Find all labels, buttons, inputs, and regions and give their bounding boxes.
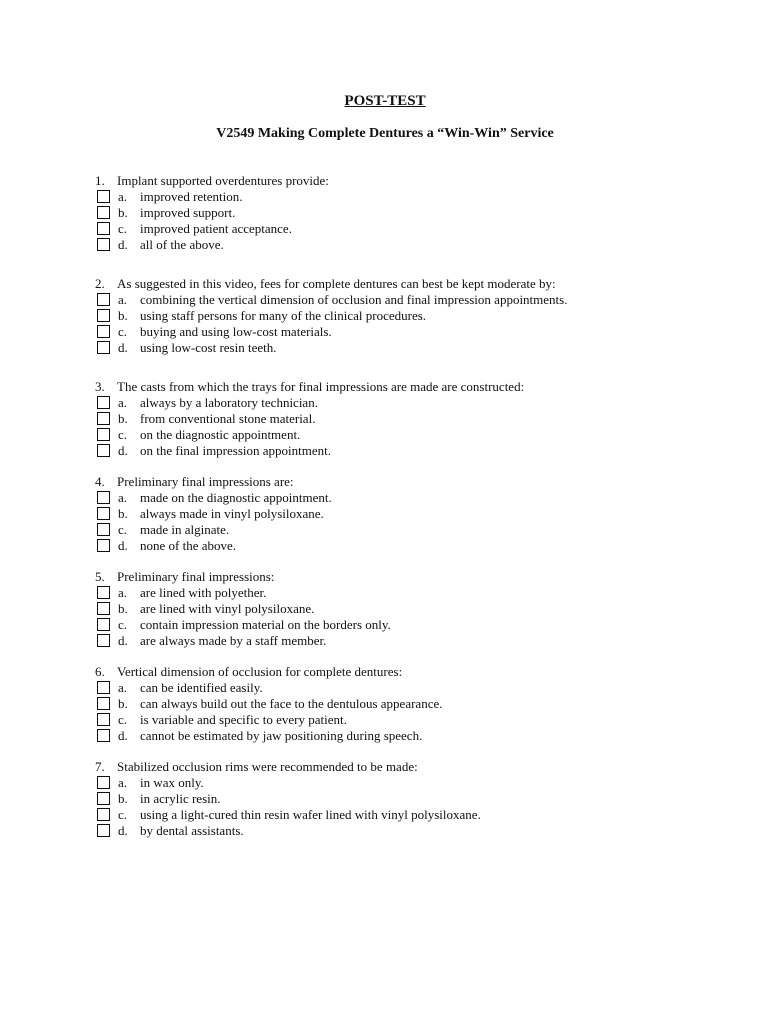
answer-checkbox[interactable] xyxy=(97,222,110,235)
option-text: in wax only. xyxy=(140,775,204,790)
answer-checkbox[interactable] xyxy=(97,824,110,837)
option-letter: c. xyxy=(118,807,128,822)
option-text: by dental assistants. xyxy=(140,823,244,838)
answer-option xyxy=(95,522,294,538)
question-text: The casts from which the trays for final impressions are made are constructed: xyxy=(117,379,525,394)
question-stem xyxy=(95,474,294,490)
answer-checkbox[interactable] xyxy=(97,491,110,504)
answer-checkbox[interactable] xyxy=(97,428,110,441)
question-stem xyxy=(95,173,329,189)
question-text: Vertical dimension of occlusion for complete dentures: xyxy=(117,664,403,679)
question-stem xyxy=(95,759,418,775)
question-4 xyxy=(95,474,332,554)
answer-option xyxy=(95,324,556,340)
option-letter: d. xyxy=(118,823,128,838)
answer-option xyxy=(95,807,481,823)
option-text: are lined with polyether. xyxy=(140,585,267,600)
question-text: Stabilized occlusion rims were recommended to be made: xyxy=(117,759,418,774)
option-text: made in alginate. xyxy=(140,522,230,537)
option-text: contain impression material on the borders only. xyxy=(140,617,391,632)
option-letter: b. xyxy=(118,696,128,711)
option-text: on the final impression appointment. xyxy=(140,443,331,458)
answer-checkbox[interactable] xyxy=(97,523,110,536)
option-letter: b. xyxy=(118,308,128,323)
answer-option xyxy=(95,221,329,237)
question-stem xyxy=(95,276,556,292)
option-text: can be identified easily. xyxy=(140,680,263,695)
option-letter: b. xyxy=(118,601,128,616)
question-number: 2. xyxy=(95,276,105,291)
option-letter: a. xyxy=(118,775,128,790)
option-letter: d. xyxy=(118,340,128,355)
answer-option xyxy=(95,791,418,807)
answer-option xyxy=(95,340,556,356)
option-letter: a. xyxy=(118,585,128,600)
answer-option xyxy=(95,237,329,253)
option-text: always by a laboratory technician. xyxy=(140,395,318,410)
option-letter: b. xyxy=(118,411,128,426)
answer-checkbox[interactable] xyxy=(97,238,110,251)
option-letter: c. xyxy=(118,221,128,236)
option-letter: d. xyxy=(118,237,128,252)
answer-checkbox[interactable] xyxy=(97,808,110,821)
option-text: none of the above. xyxy=(140,538,237,553)
answer-option xyxy=(95,395,524,411)
question-5 xyxy=(95,569,391,649)
option-letter: d. xyxy=(118,728,128,743)
answer-checkbox[interactable] xyxy=(97,206,110,219)
option-text: all of the above. xyxy=(140,237,224,252)
option-letter: b. xyxy=(118,506,128,521)
option-text: using a light-cured thin resin wafer lined with vinyl polysiloxane. xyxy=(140,807,481,822)
option-letter: c. xyxy=(118,712,128,727)
answer-option xyxy=(95,427,524,443)
option-text: improved retention. xyxy=(140,189,243,204)
question-text: Implant supported overdentures provide: xyxy=(117,173,329,188)
question-number: 4. xyxy=(95,474,105,489)
question-stem xyxy=(95,569,274,585)
question-7 xyxy=(95,759,481,839)
answer-checkbox[interactable] xyxy=(97,396,110,409)
option-text: improved support. xyxy=(140,205,236,220)
answer-option xyxy=(95,823,418,839)
question-stem xyxy=(95,664,402,680)
answer-option xyxy=(95,411,524,427)
option-text: buying and using low-cost materials. xyxy=(140,324,332,339)
option-text: in acrylic resin. xyxy=(140,791,221,806)
answer-checkbox[interactable] xyxy=(97,412,110,425)
question-3 xyxy=(95,379,524,459)
option-letter: a. xyxy=(118,189,128,204)
page-title: POST-TEST xyxy=(344,93,426,109)
option-text: can always build out the face to the dentulous appearance. xyxy=(140,696,443,711)
answer-checkbox[interactable] xyxy=(97,618,110,631)
answer-checkbox[interactable] xyxy=(97,776,110,789)
option-letter: b. xyxy=(118,791,128,806)
answer-checkbox[interactable] xyxy=(97,507,110,520)
option-letter: c. xyxy=(118,427,128,442)
question-number: 1. xyxy=(95,173,105,188)
question-number: 5. xyxy=(95,569,105,584)
answer-option xyxy=(95,633,327,649)
option-text: on the diagnostic appointment. xyxy=(140,427,301,442)
answer-option xyxy=(95,308,556,324)
page-subtitle: V2549 Making Complete Dentures a “Win-Win” Service xyxy=(216,126,554,141)
answer-checkbox[interactable] xyxy=(97,293,110,306)
option-text: using low-cost resin teeth. xyxy=(140,340,277,355)
option-letter: b. xyxy=(118,205,128,220)
option-text: made on the diagnostic appointment. xyxy=(140,490,332,505)
option-text: are always made by a staff member. xyxy=(140,633,327,648)
option-letter: d. xyxy=(118,443,128,458)
question-1 xyxy=(95,173,329,253)
option-letter: a. xyxy=(118,490,128,505)
answer-option xyxy=(95,712,402,728)
answer-option xyxy=(95,775,418,791)
answer-checkbox[interactable] xyxy=(97,586,110,599)
answer-option xyxy=(95,205,329,221)
question-text: Preliminary final impressions are: xyxy=(117,474,294,489)
option-text: combining the vertical dimension of occlusion and final impression appointments. xyxy=(140,292,568,307)
option-letter: c. xyxy=(118,617,128,632)
question-number: 7. xyxy=(95,759,105,774)
option-text: using staff persons for many of the clinical procedures. xyxy=(140,308,427,323)
answer-option xyxy=(95,617,391,633)
option-text: always made in vinyl polysiloxane. xyxy=(140,506,324,521)
answer-option xyxy=(95,443,524,459)
answer-checkbox[interactable] xyxy=(97,681,110,694)
answer-option xyxy=(95,585,274,601)
option-letter: a. xyxy=(118,395,128,410)
answer-option xyxy=(95,601,315,617)
answer-checkbox[interactable] xyxy=(97,713,110,726)
option-text: from conventional stone material. xyxy=(140,411,316,426)
option-letter: c. xyxy=(118,324,128,339)
option-text: cannot be estimated by jaw positioning during speech. xyxy=(140,728,423,743)
question-number: 6. xyxy=(95,664,105,679)
answer-checkbox[interactable] xyxy=(97,539,110,552)
answer-option xyxy=(95,292,568,308)
question-6 xyxy=(95,664,443,744)
question-text: Preliminary final impressions: xyxy=(117,569,275,584)
answer-checkbox[interactable] xyxy=(97,325,110,338)
question-stem xyxy=(95,379,524,395)
option-text: is variable and specific to every patient. xyxy=(140,712,347,727)
answer-option xyxy=(95,538,294,554)
option-letter: a. xyxy=(118,292,128,307)
answer-option xyxy=(95,490,332,506)
answer-checkbox[interactable] xyxy=(97,341,110,354)
answer-option xyxy=(95,189,329,205)
answer-checkbox[interactable] xyxy=(97,729,110,742)
answer-checkbox[interactable] xyxy=(97,190,110,203)
answer-checkbox[interactable] xyxy=(97,697,110,710)
question-text: As suggested in this video, fees for complete dentures can best be kept moderate by: xyxy=(117,276,556,291)
question-2 xyxy=(95,276,568,356)
option-text: improved patient acceptance. xyxy=(140,221,292,236)
answer-checkbox[interactable] xyxy=(97,634,110,647)
answer-checkbox[interactable] xyxy=(97,309,110,322)
answer-option xyxy=(95,696,443,712)
answer-option xyxy=(95,680,402,696)
answer-checkbox[interactable] xyxy=(97,602,110,615)
option-letter: a. xyxy=(118,680,128,695)
option-letter: d. xyxy=(118,633,128,648)
answer-option xyxy=(95,728,423,744)
option-letter: d. xyxy=(118,538,128,553)
option-letter: c. xyxy=(118,522,128,537)
answer-option xyxy=(95,506,324,522)
option-text: are lined with vinyl polysiloxane. xyxy=(140,601,315,616)
question-number: 3. xyxy=(95,379,105,394)
answer-checkbox[interactable] xyxy=(97,792,110,805)
answer-checkbox[interactable] xyxy=(97,444,110,457)
